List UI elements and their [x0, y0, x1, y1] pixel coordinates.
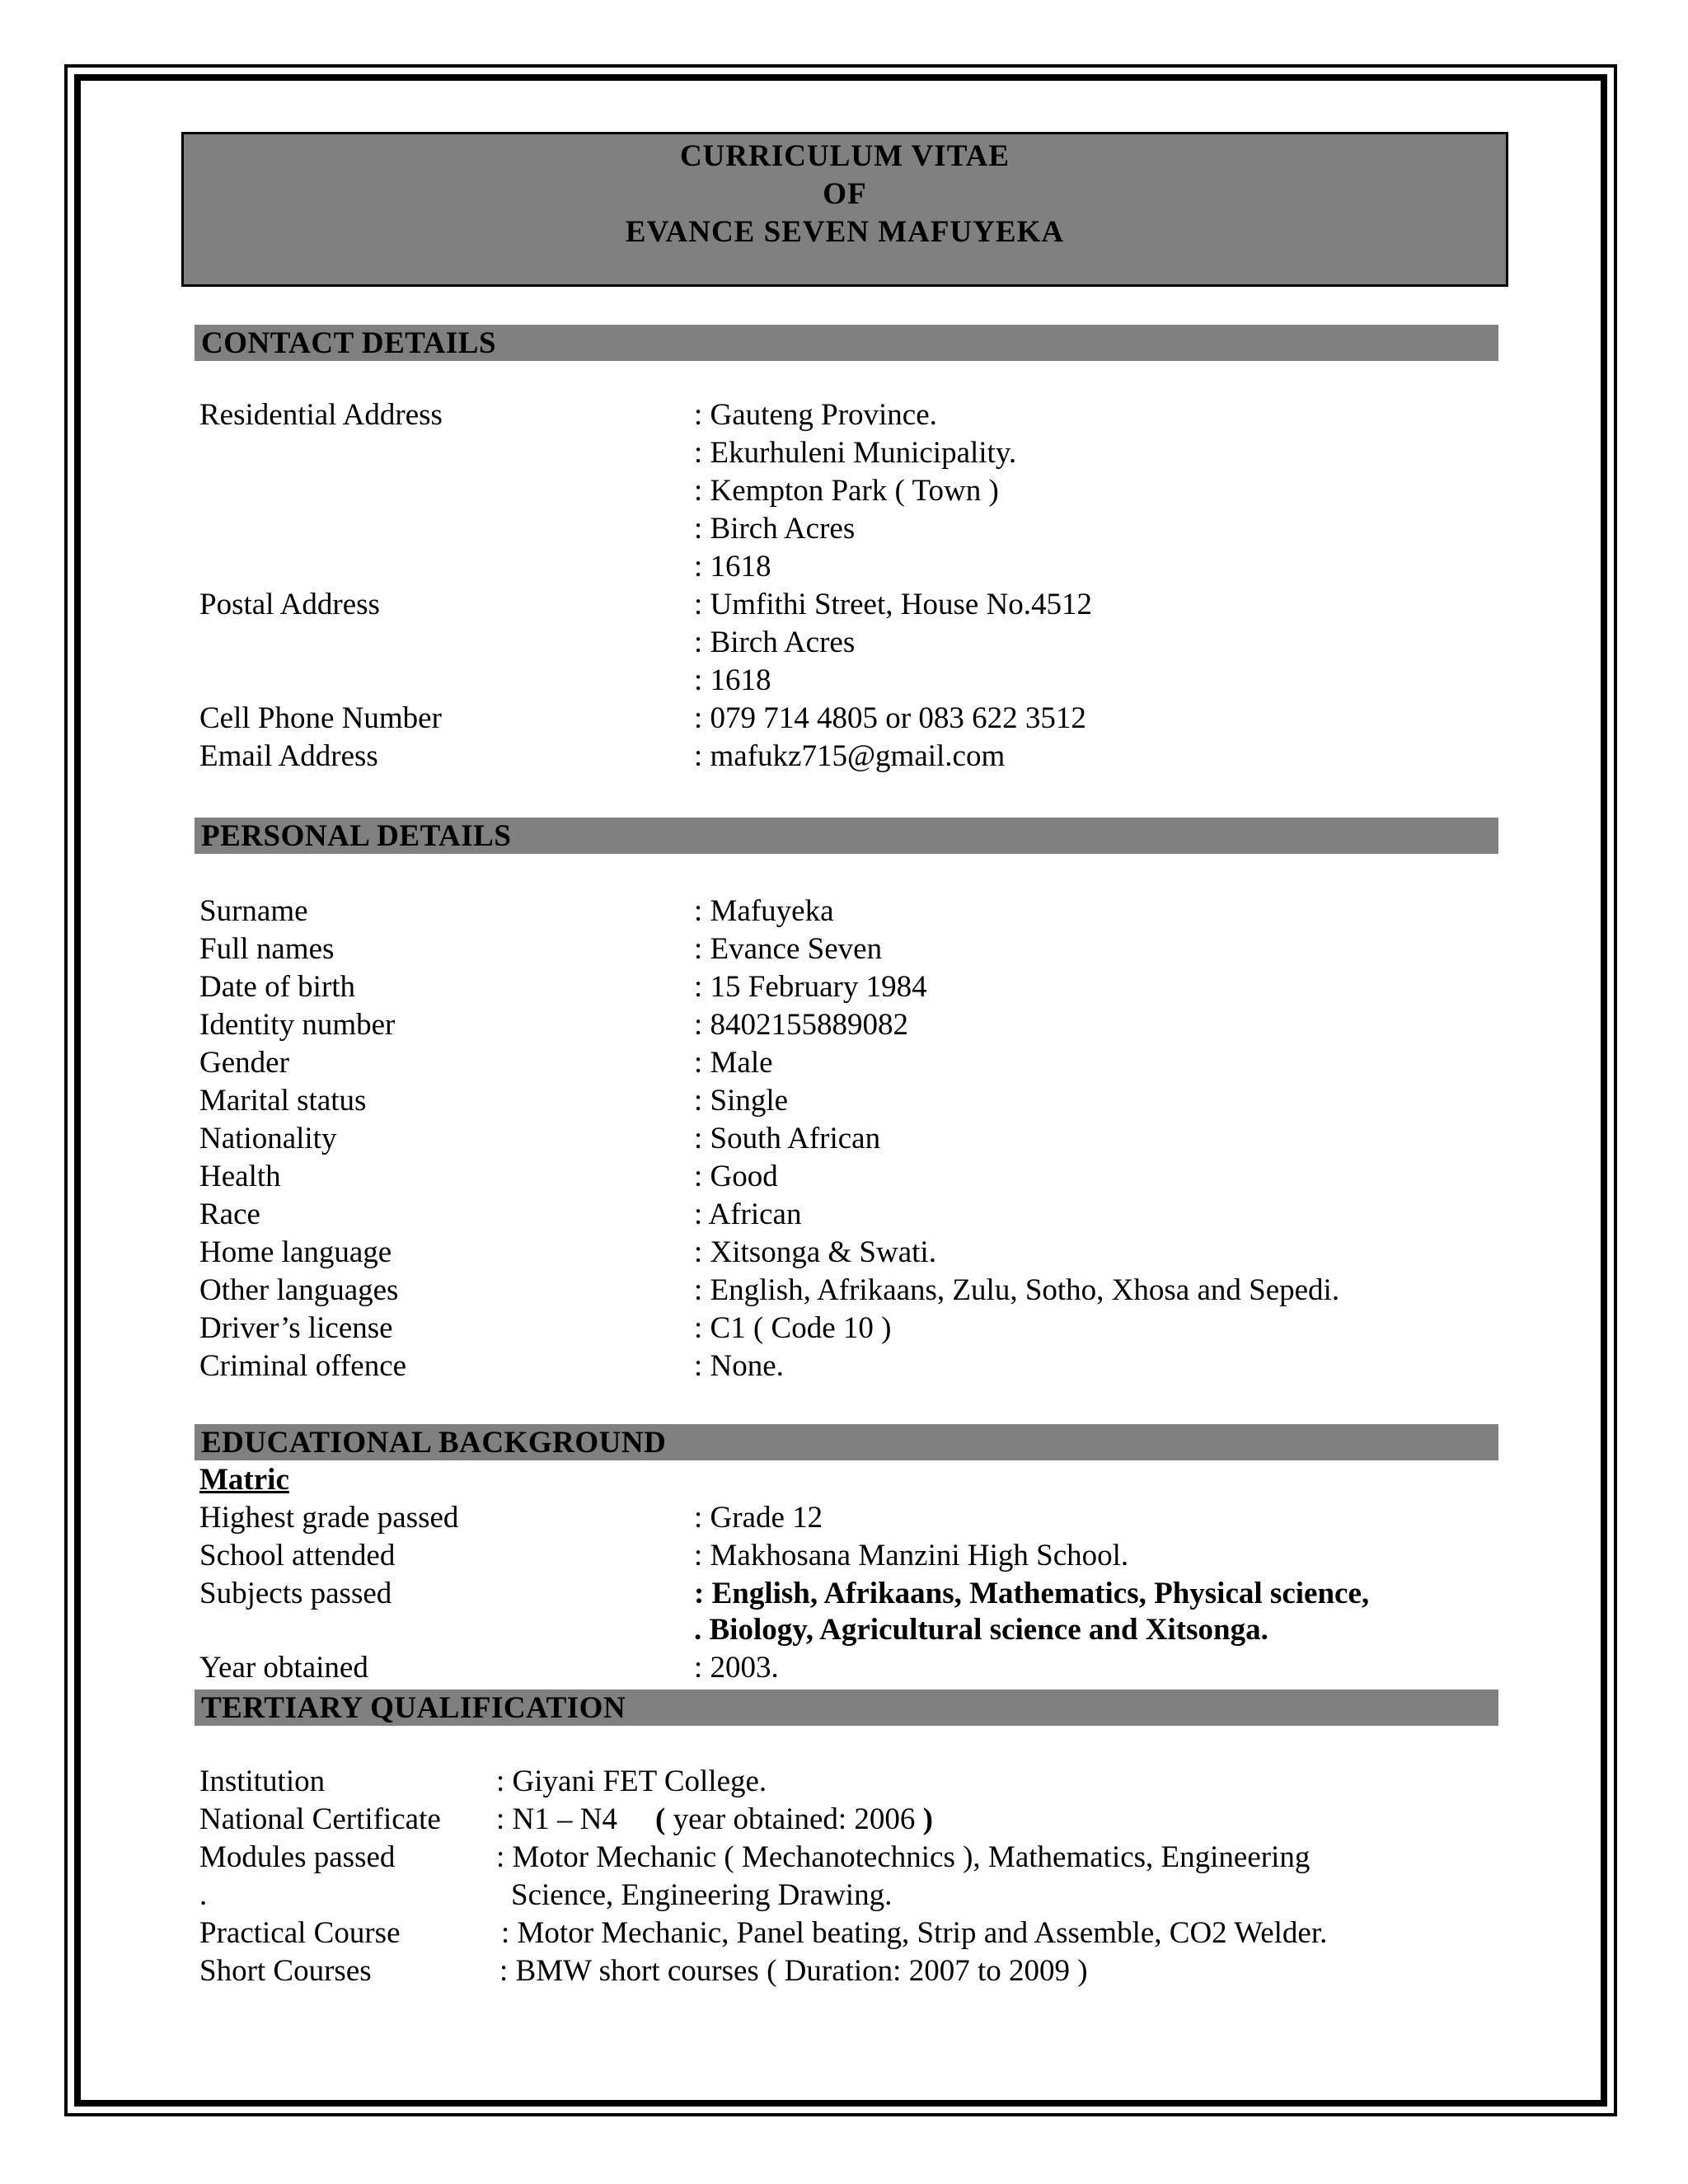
national-certificate-levels: : N1 – N4 [496, 1802, 617, 1836]
modules-passed-value-cont: Science, Engineering Drawing. [511, 1878, 893, 1912]
personal-detail-label: Date of birth [199, 970, 356, 1004]
cell-phone-value: : 079 714 4805 or 083 622 3512 [694, 701, 1086, 735]
residential-address-line: : 1618 [694, 550, 771, 583]
practical-course-label: Practical Course [199, 1916, 401, 1950]
school-attended-value: : Makhosana Manzini High School. [694, 1539, 1129, 1572]
personal-detail-label: Home language [199, 1235, 392, 1269]
email-label: Email Address [199, 739, 378, 773]
cell-phone-label: Cell Phone Number [199, 701, 442, 735]
personal-detail-label: Marital status [199, 1084, 367, 1118]
cv-title-line1: CURRICULUM VITAE [679, 139, 1010, 173]
residential-address-label: Residential Address [199, 398, 443, 432]
short-courses-value: : BMW short courses ( Duration: 2007 to 2009 ) [499, 1954, 1088, 1988]
certificate-paren-close: ) [922, 1802, 933, 1836]
personal-detail-label: Health [199, 1160, 281, 1193]
national-certificate-value [496, 1802, 933, 1838]
personal-detail-value: : African [694, 1197, 802, 1231]
highest-grade-value: : Grade 12 [694, 1501, 823, 1535]
personal-detail-label: Identity number [199, 1008, 396, 1042]
personal-detail-value: : Male [694, 1046, 773, 1080]
personal-detail-value: : Good [694, 1160, 778, 1193]
residential-address-line: : Birch Acres [694, 512, 856, 546]
personal-detail-label: Race [199, 1197, 260, 1231]
personal-detail-value: : English, Afrikaans, Zulu, Sotho, Xhosa and Sepedi. [694, 1273, 1340, 1307]
postal-address-line: : Birch Acres [694, 626, 856, 659]
educational-background-heading: EDUCATIONAL BACKGROUND [195, 1424, 1498, 1460]
certificate-year: year obtained: 2006 [665, 1802, 923, 1836]
personal-detail-value: : None. [694, 1349, 784, 1383]
year-obtained-value: : 2003. [694, 1651, 779, 1685]
personal-detail-value: : 15 February 1984 [694, 970, 927, 1004]
subjects-passed-value-cont: . Biology, Agricultural science and Xitsonga. [694, 1613, 1268, 1647]
personal-detail-label: Other languages [199, 1273, 399, 1307]
tertiary-qualification-heading: TERTIARY QUALIFICATION [195, 1690, 1498, 1726]
institution-label: Institution [199, 1765, 326, 1798]
certificate-paren-open: ( [654, 1802, 666, 1836]
personal-details-heading: PERSONAL DETAILS [195, 818, 1498, 854]
modules-passed-value: : Motor Mechanic ( Mechanotechnics ), Mathematics, Engineering [496, 1840, 1311, 1874]
personal-detail-label: Criminal offence [199, 1349, 407, 1383]
personal-detail-label: Surname [199, 894, 308, 928]
national-certificate-label: National Certificate [199, 1802, 441, 1836]
residential-address-line: : Ekurhuleni Municipality. [694, 436, 1017, 470]
cv-title-name: EVANCE SEVEN MAFUYEKA [625, 215, 1065, 249]
year-obtained-label: Year obtained [199, 1651, 368, 1685]
personal-detail-value: : Xitsonga & Swati. [694, 1235, 936, 1269]
personal-detail-value: : Single [694, 1084, 789, 1118]
modules-passed-dot: . [199, 1878, 208, 1912]
postal-address-line: : Umfithi Street, House No.4512 [694, 588, 1093, 621]
personal-detail-value: : C1 ( Code 10 ) [694, 1311, 892, 1345]
modules-passed-label: Modules passed [199, 1840, 396, 1874]
postal-address-line: : 1618 [694, 663, 771, 697]
short-courses-label: Short Courses [199, 1954, 372, 1988]
personal-detail-label: Driver’s license [199, 1311, 393, 1345]
personal-detail-value: : 8402155889082 [694, 1008, 909, 1042]
personal-detail-label: Full names [199, 932, 335, 966]
personal-detail-value: : Mafuyeka [694, 894, 834, 928]
personal-detail-value: : Evance Seven [694, 932, 883, 966]
postal-address-label: Postal Address [199, 588, 380, 621]
personal-detail-value: : South African [694, 1122, 881, 1155]
residential-address-line: : Kempton Park ( Town ) [694, 474, 999, 508]
highest-grade-label: Highest grade passed [199, 1501, 459, 1535]
matric-subheading: Matric [199, 1463, 289, 1497]
email-value: : mafukz715@gmail.com [694, 739, 1006, 773]
subjects-passed-label: Subjects passed [199, 1577, 392, 1610]
cv-title-line2: OF [823, 177, 867, 211]
personal-detail-label: Gender [199, 1046, 289, 1080]
cv-title-box [181, 132, 1508, 287]
contact-details-heading: CONTACT DETAILS [195, 325, 1498, 361]
subjects-passed-value: : English, Afrikaans, Mathematics, Physical science, [694, 1577, 1370, 1610]
institution-value: : Giyani FET College. [496, 1765, 767, 1798]
school-attended-label: School attended [199, 1539, 396, 1572]
personal-detail-label: Nationality [199, 1122, 337, 1155]
residential-address-line: : Gauteng Province. [694, 398, 937, 432]
practical-course-value: : Motor Mechanic, Panel beating, Strip and Assemble, CO2 Welder. [501, 1916, 1328, 1950]
